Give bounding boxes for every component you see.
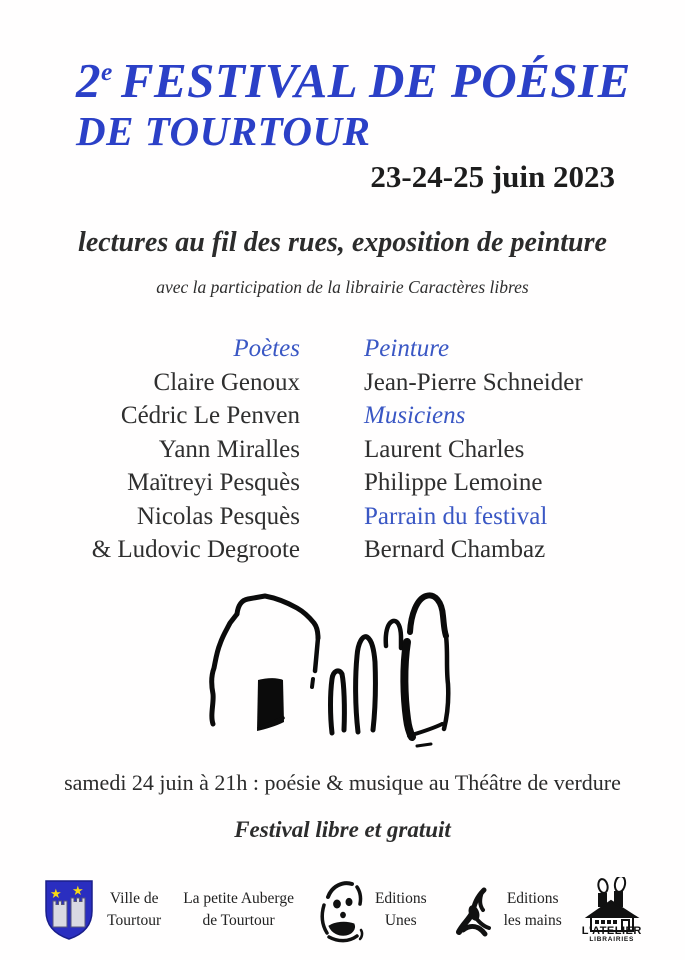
svg-text:★: ★ <box>50 886 62 901</box>
svg-text:★: ★ <box>72 883 84 898</box>
poet-name: Cédric Le Penven <box>120 402 300 429</box>
hand-sketch-icon <box>449 880 495 940</box>
poets-section-header: Poètes <box>233 335 300 362</box>
poet-name: Claire Genoux <box>153 368 300 396</box>
sponsor-editions-unes <box>316 877 427 943</box>
edition-superscript: e <box>101 56 113 86</box>
painter-name: Jean-Pierre Schneider <box>364 368 583 396</box>
edition-number: 2 <box>76 53 101 108</box>
musicians-section-header: Musiciens <box>364 402 466 429</box>
poster-title-line1 <box>76 52 631 109</box>
event-schedule: samedi 24 juin à 21h : poésie & musique au Théâtre de verdure <box>64 770 621 795</box>
festival-dates: 23-24-25 juin 2023 <box>370 159 615 194</box>
lineup-column-left <box>0 332 300 567</box>
musician-name: Philippe Lemoine <box>364 469 543 496</box>
musician-name: Laurent Charles <box>364 435 525 463</box>
participation-note: avec la participation de la librairie Caractères libres <box>156 277 529 297</box>
patron-name: Bernard Chambaz <box>364 536 546 563</box>
sponsor-atelier-librairies <box>582 877 642 943</box>
painting-section-header: Peinture <box>364 335 450 362</box>
village-ink-sketch <box>180 572 500 767</box>
sponsor-label-atelier: L'ATELIER <box>581 925 642 937</box>
sponsor-label-auberge: La petite Auberge de Tourtour <box>183 890 294 929</box>
sponsor-ville-de-tourtour <box>43 878 161 942</box>
sponsor-editions-les-mains <box>449 880 562 940</box>
sponsor-label-atelier-sub: LIBRAIRIES <box>589 936 635 943</box>
title-text: FESTIVAL DE POÉSIE <box>120 53 631 108</box>
village-drawing-icon <box>180 572 500 762</box>
sponsors-row <box>0 866 685 954</box>
sponsor-petite-auberge <box>161 888 294 931</box>
poster-title-line2: DE TOURTOUR <box>76 108 371 154</box>
lineup-column-right <box>364 332 583 567</box>
sponsor-label-mains: Editions les mains <box>503 890 562 929</box>
coat-of-arms-icon <box>43 878 95 942</box>
poet-name: Maïtreyi Pesquès <box>127 469 300 496</box>
poet-name: Yann Miralles <box>158 435 300 463</box>
patron-section-header: Parrain du festival <box>364 502 548 530</box>
poet-name: Nicolas Pesquès <box>136 502 300 530</box>
poet-name: & Ludovic Degroote <box>91 536 300 563</box>
sponsor-label-unes: Editions Unes <box>374 890 427 929</box>
face-sketch-icon <box>316 877 366 943</box>
free-admission-note: Festival libre et gratuit <box>234 817 451 842</box>
festival-subtitle: lectures au fil des rues, exposition de peinture <box>78 227 607 258</box>
sponsor-label-ville: Ville de Tourtour <box>107 890 162 929</box>
